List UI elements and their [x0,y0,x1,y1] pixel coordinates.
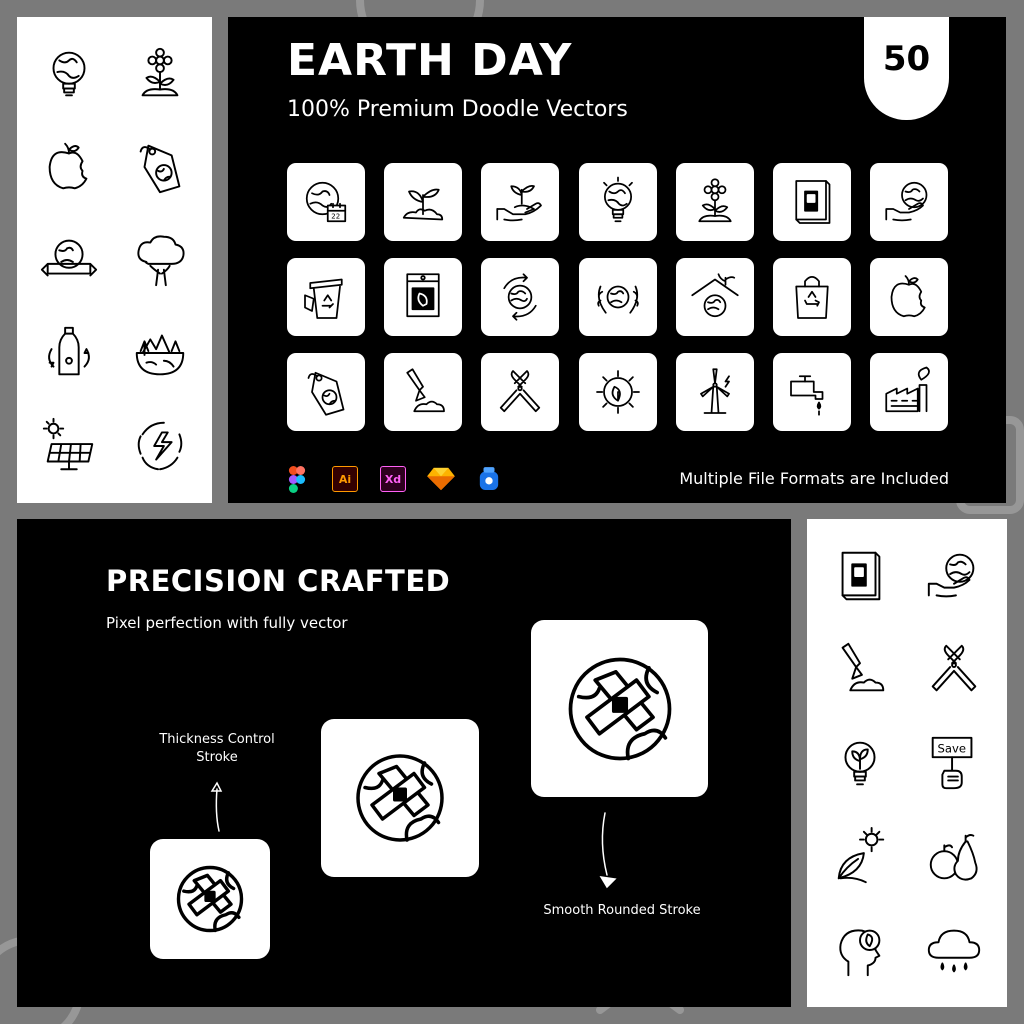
tile-leaf-gear [579,353,657,431]
icon-tile-grid [287,163,948,431]
xd-icon [379,465,407,493]
file-format-icons [283,465,503,493]
tile-wind-turbine [676,353,754,431]
medium-stroke-card [321,719,479,877]
light-switch-icon [784,174,840,230]
energy-cycle-icon [129,415,191,477]
wind-turbine-icon [687,364,743,420]
lightbulb-globe-icon [38,43,100,105]
figma-icon [283,465,311,493]
smooth-label: Smooth Rounded Stroke [543,903,701,918]
hand-globe-icon [881,174,937,230]
leaf-gear-icon [590,364,646,420]
sprout-icon [395,174,451,230]
tile-recycle-bin [287,258,365,336]
eco-lightbulb-icon [829,732,891,794]
small-stroke-card [150,839,270,959]
illustrator-label: Ai [332,466,358,492]
thickness-arrow [205,777,229,833]
thickness-label [137,731,297,767]
recycle-bag-icon [784,269,840,325]
eco-tag-icon [129,136,191,198]
right-icon-strip [807,519,1007,1007]
tile-sprout [384,163,462,241]
large-stroke-card [531,620,708,797]
globe-banner-icon [38,229,100,291]
nature-globe-icon [129,322,191,384]
tile-hand-plant [481,163,559,241]
bandaged-globe-icon [168,857,252,941]
hero-subtitle: 100% Premium Doodle Vectors [287,97,628,122]
factory-leaf-icon [881,364,937,420]
tile-globe-calendar [287,163,365,241]
water-tap-icon [784,364,840,420]
save-sign-icon [923,732,985,794]
eco-tag-icon [298,364,354,420]
recycle-bin-icon [298,269,354,325]
hand-globe-icon [923,545,985,607]
light-switch-icon [829,545,891,607]
rain-cloud-icon [923,919,985,981]
globe-cycle-icon [492,269,548,325]
flower-pot-icon [129,43,191,105]
illustrator-icon [331,465,359,493]
tree-icon [129,229,191,291]
lightbulb-globe-icon [590,174,646,230]
xd-label: Xd [380,466,406,492]
save-sign-text: Save [937,741,967,756]
thickness-label-line2: Stroke [196,750,238,765]
trowel-soil-icon [395,364,451,420]
tile-recycle-bag [773,258,851,336]
tile-eco-tag [287,353,365,431]
apple-icon [881,269,937,325]
flower-pot-icon [687,174,743,230]
thickness-label-line1: Thickness Control [159,732,275,747]
tile-factory-leaf [870,353,948,431]
tile-light-switch [773,163,851,241]
craft-icon [475,465,503,493]
precision-subtitle: Pixel perfection with fully vector [106,614,348,632]
tile-water-tap [773,353,851,431]
eco-house-icon [687,269,743,325]
formats-caption: Multiple File Formats are Included [679,469,949,488]
tile-flower-pot [676,163,754,241]
hero-panel [228,17,1006,503]
smooth-arrow [595,811,621,889]
tile-lightbulb-globe [579,163,657,241]
pruning-shears-icon [492,364,548,420]
tile-globe-wreath [579,258,657,336]
icon-count-badge: 50 [864,17,949,120]
tile-pruning-shears [481,353,559,431]
pruning-shears-icon [923,638,985,700]
hand-plant-icon [492,174,548,230]
tile-eco-house [676,258,754,336]
head-leaf-icon [829,919,891,981]
fruits-icon [923,826,985,888]
apple-icon [38,136,100,198]
globe-calendar-icon [298,174,354,230]
precision-panel [17,519,791,1007]
sketch-icon [427,465,455,493]
precision-title: PRECISION CRAFTED [106,564,451,598]
bandaged-globe-icon [344,742,456,854]
hero-title: EARTH DAY [287,35,573,86]
trowel-soil-icon [829,638,891,700]
globe-wreath-icon [590,269,646,325]
bandaged-globe-icon [554,643,686,775]
sun-leaf-icon [829,826,891,888]
bottle-recycle-icon [38,322,100,384]
tile-seed-packet [384,258,462,336]
svg-text:22: 22 [331,212,341,221]
left-icon-strip [17,17,212,503]
seed-packet-icon [395,269,451,325]
tile-trowel-soil [384,353,462,431]
tile-globe-cycle [481,258,559,336]
tile-apple [870,258,948,336]
solar-panel-icon [38,415,100,477]
tile-hand-globe [870,163,948,241]
